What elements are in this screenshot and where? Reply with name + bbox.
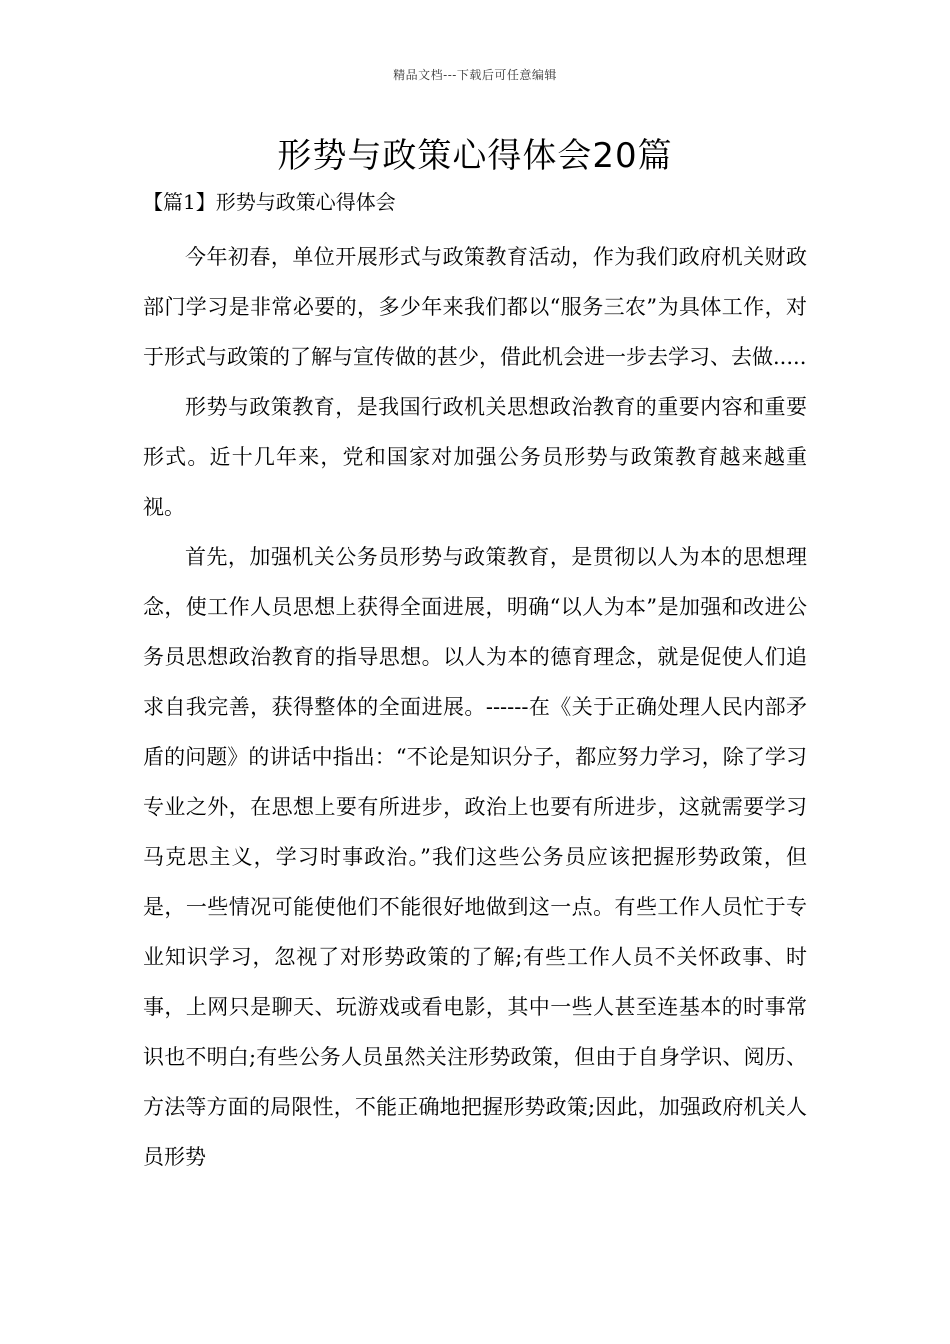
section-heading: 【篇1】形势与政策心得体会 [143,190,396,214]
document-body [143,232,807,1182]
document-title: 形势与政策心得体会20篇 [277,136,673,176]
header-watermark: 精品文档---下载后可任意编辑 [393,68,557,82]
paragraph-1: 今年初春，单位开展形式与政策教育活动，作为我们政府机关财政部门学习是非常必要的，多少年来我们都以“服务三农”为具体工作，对于形式与政策的了解与宣传做的甚少，借此机会进一步去学习、去做..... [143,245,807,369]
paragraph-2: 形势与政策教育，是我国行政机关思想政治教育的重要内容和重要形式。近十几年来，党和国家对加强公务员形势与政策教育越来越重视。 [143,395,807,519]
paragraph-3: 首先，加强机关公务员形势与政策教育，是贯彻以人为本的思想理念，使工作人员思想上获得全面进展，明确“以人为本”是加强和改进公务员思想政治教育的指导思想。以人为本的德育理念，就是促使人们追求自我完善，获得整体的全面进展。------在《关于正确处理人民内部矛盾的问题》的讲话中指出：“不论是知识分子，都应努力学习，除了学习专业之外，在思想上要有所进步，政治上也要有所进步，这就需要学习马克思主义，学习时事政治。”我们这些公务员应该把握形势政策，但是，一些情况可能使他们不能很好地做到这一点。有些工作人员忙于专业知识学习，忽视了对形势政策的了解;有些工作人员不关怀政事、时事，上网只是聊天、玩游戏或看电影，其中一些人甚至连基本的时事常识也不明白;有些公务人员虽然关注形势政策，但由于自身学识、阅历、方法等方面的局限性，不能正确地把握形势政策;因此，加强政府机关人员形势 [143,545,807,1169]
